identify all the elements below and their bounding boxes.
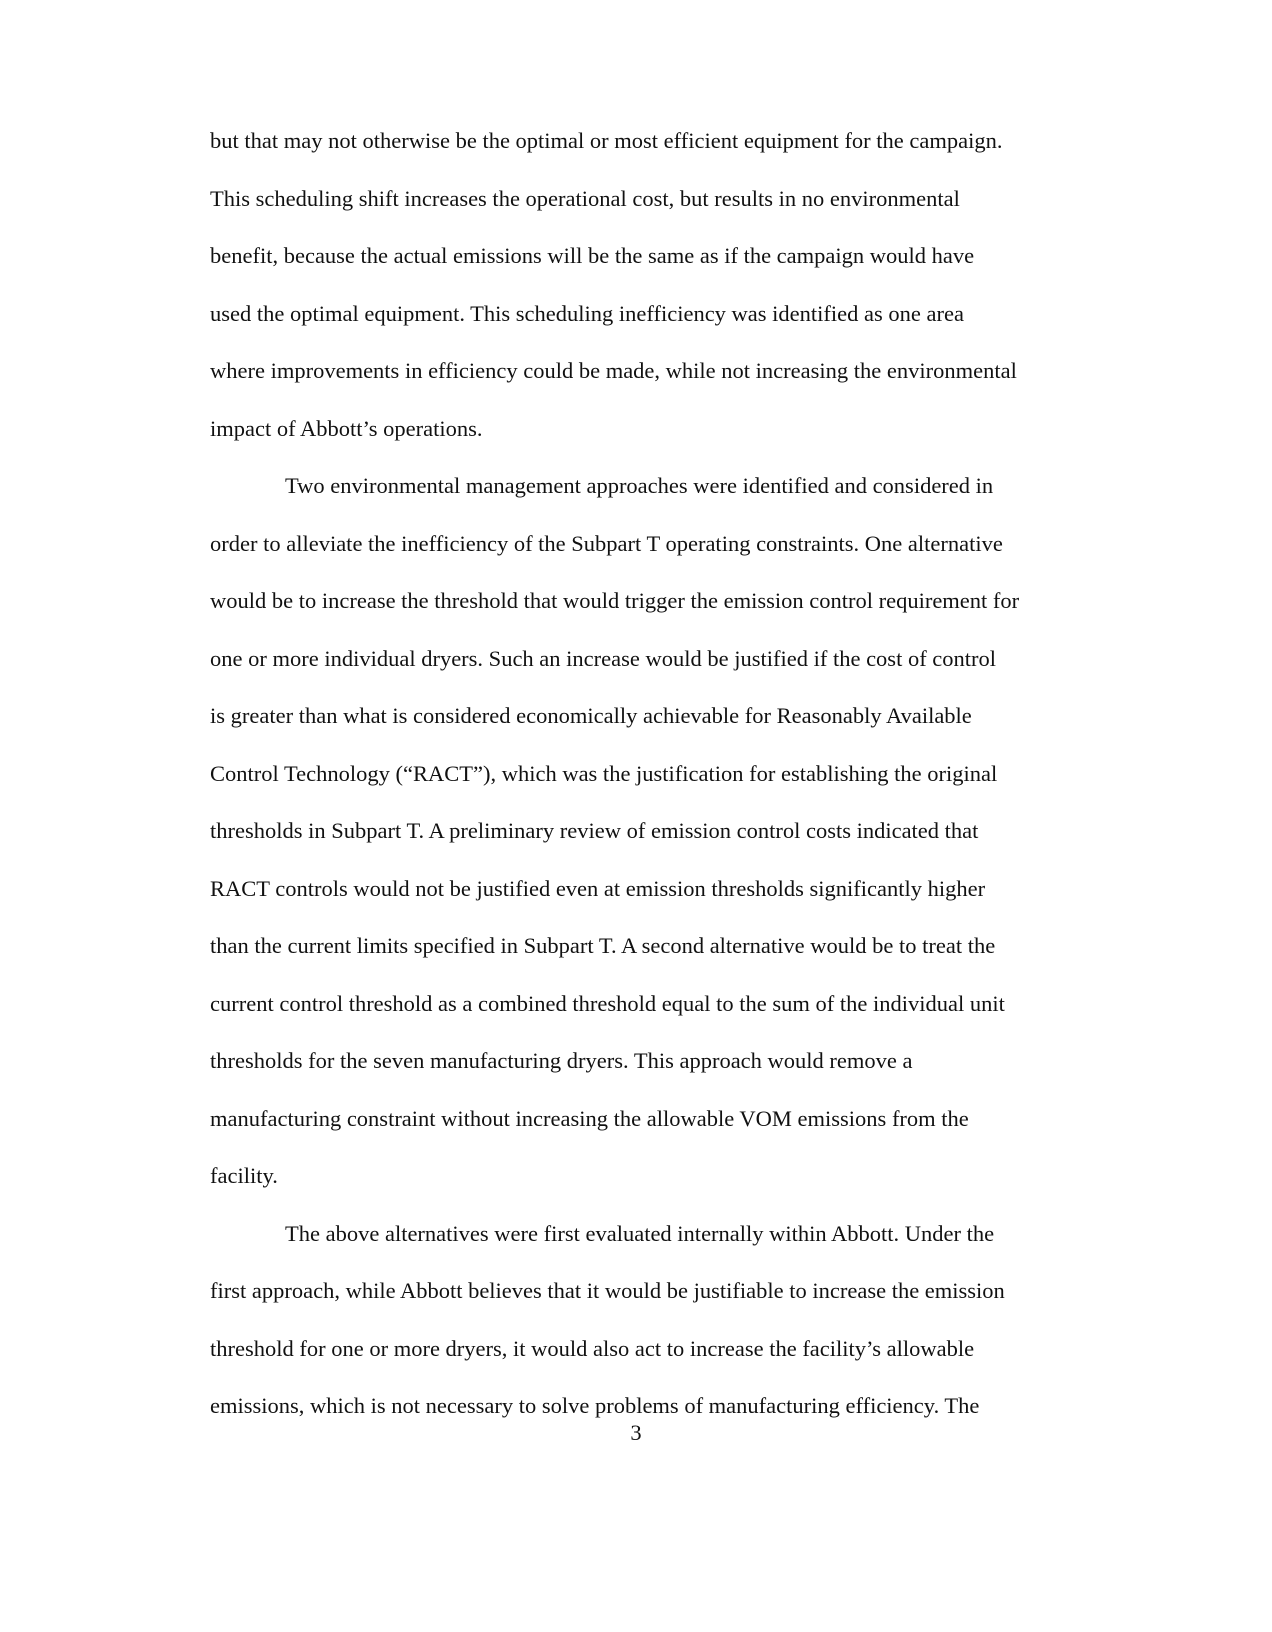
text-line: emissions, which is not necessary to solve problems of manufacturing efficiency. The xyxy=(210,1393,980,1418)
text-line: current control threshold as a combined threshold equal to the sum of the individual unit xyxy=(210,990,1005,1016)
text-line: thresholds in Subpart T. A preliminary review of emission control costs indicated that xyxy=(210,818,979,843)
text-line: first approach, while Abbott believes that it would be justifiable to increase the emission xyxy=(210,1278,1005,1303)
paragraph-first-line: Two environmental management approaches were identified and considered in xyxy=(285,473,994,498)
text-line: facility. xyxy=(210,1163,278,1188)
text-line: used the optimal equipment. This scheduling inefficiency was identified as one area xyxy=(210,300,964,326)
text-line: manufacturing constraint without increasing the allowable VOM emissions from the xyxy=(210,1105,969,1131)
text-line: one or more individual dryers. Such an increase would be justified if the cost of control xyxy=(210,645,997,671)
text-line: RACT controls would not be justified even at emission thresholds significantly higher xyxy=(210,875,986,901)
text-line: where improvements in efficiency could be made, while not increasing the environmental xyxy=(210,358,1017,383)
text-line: but that may not otherwise be the optimal or most efficient equipment for the campaign. xyxy=(210,128,1003,153)
text-line: impact of Abbott’s operations. xyxy=(210,415,483,441)
text-line: than the current limits specified in Subpart T. A second alternative would be to treat the xyxy=(210,933,996,958)
text-line: benefit, because the actual emissions will be the same as if the campaign would have xyxy=(210,243,975,268)
text-line: Control Technology (“RACT”), which was the justification for establishing the original xyxy=(210,760,998,786)
text-line: This scheduling shift increases the operational cost, but results in no environmental xyxy=(210,185,960,211)
page-number: 3 xyxy=(630,1420,642,1445)
text-line: is greater than what is considered economically achievable for Reasonably Available xyxy=(210,703,972,728)
text-line: order to alleviate the inefficiency of the Subpart T operating constraints. One alternative xyxy=(210,530,1003,556)
text-line: thresholds for the seven manufacturing dryers. This approach would remove a xyxy=(210,1048,913,1073)
body-text xyxy=(210,121,1090,1444)
text-line: threshold for one or more dryers, it would also act to increase the facility’s allowable xyxy=(210,1335,975,1361)
text-line: would be to increase the threshold that would trigger the emission control requirement for xyxy=(210,588,1020,613)
paragraph-first-line: The above alternatives were first evaluated internally within Abbott. Under the xyxy=(285,1220,995,1246)
